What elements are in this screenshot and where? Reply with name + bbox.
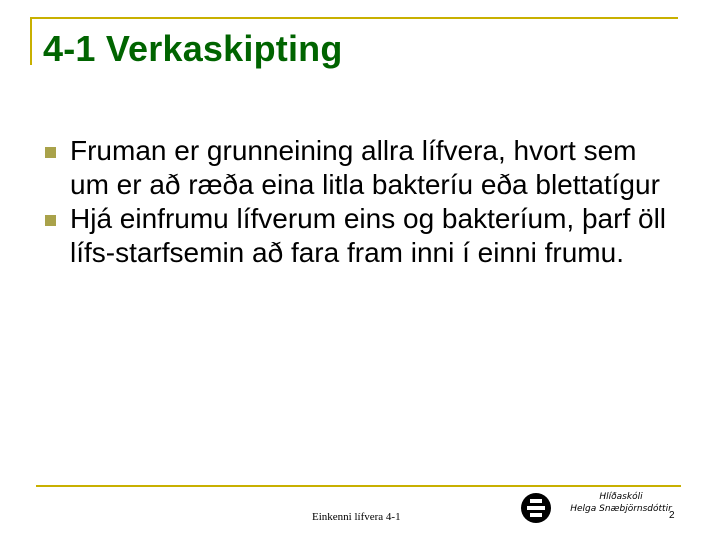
footer-divider [36,485,681,487]
bullet-text-2: Hjá einfrumu lífverum eins og bakteríum, þarf öll lífs-starfsemin að fara fram inni í einni frumu. [70,203,667,268]
title-frame-top-line [30,17,678,19]
bullet-text-1: Fruman er grunneining allra lífvera, hvort sem um er að ræða eina litla bakteríu eða blettatígur [70,135,660,200]
footer-author-name: Helga Snæbjörnsdóttir [570,504,672,514]
footer-school-name: Hlíðaskóli [599,492,643,502]
footer-author-block [566,491,676,515]
square-bullet-icon [45,215,56,226]
bullet-item-1 [42,134,672,202]
bullet-list [42,134,672,270]
bullet-item-2 [42,202,672,270]
page-number: 2 [669,510,675,521]
title-frame-left-line [30,17,32,65]
slide-title: 4-1 Verkaskipting [43,28,343,69]
school-logo-icon [520,492,552,524]
footer-center-text: Einkenni lífvera 4-1 [312,511,401,523]
square-bullet-icon [45,147,56,158]
